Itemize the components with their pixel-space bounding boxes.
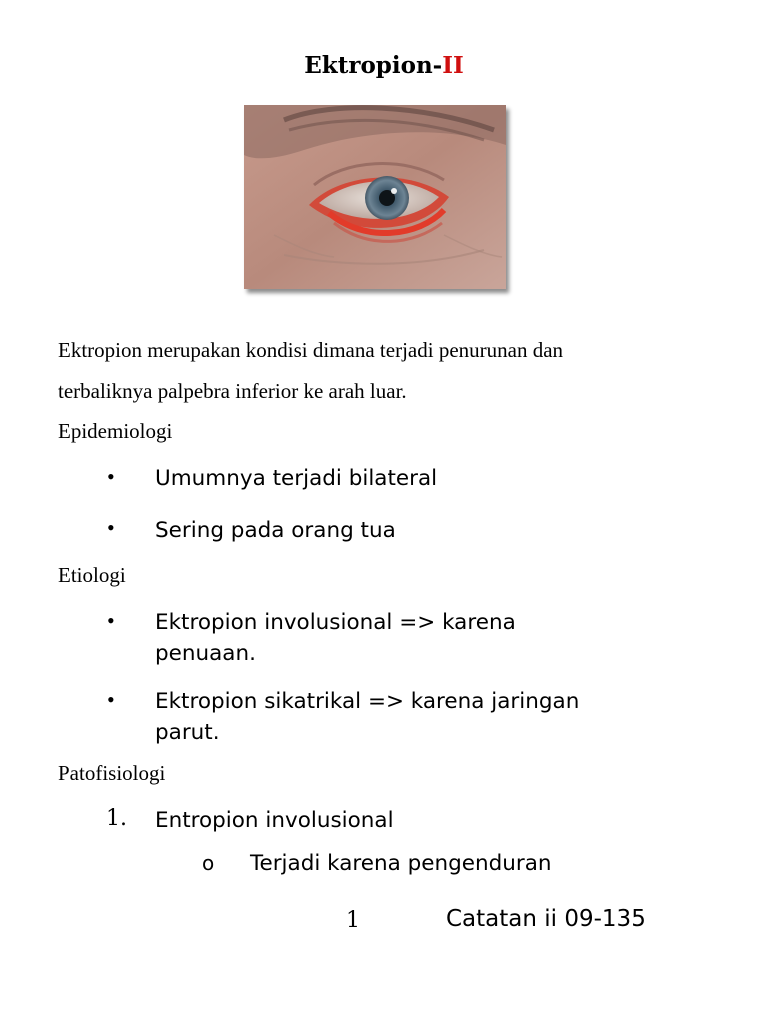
bullet-marker: • <box>107 687 115 712</box>
list-item: Umumnya terjadi bilateral <box>155 466 438 491</box>
page-number: 1 <box>346 908 360 933</box>
intro-line-2: terbaliknya palpebra inferior ke arah luar. <box>58 379 407 403</box>
list-item-line-1: Ektropion involusional => karena <box>155 610 516 635</box>
list-item <box>155 686 735 748</box>
intro-paragraph <box>58 330 718 412</box>
numbered-item-label: Entropion involusional <box>155 808 394 833</box>
bullet-marker: • <box>107 464 115 489</box>
list-item: Sering pada orang tua <box>155 518 396 543</box>
numbered-item-number: 1. <box>106 806 127 831</box>
list-item <box>155 607 735 669</box>
bullet-marker: • <box>107 515 115 540</box>
title-roman-numeral: II <box>442 52 464 79</box>
intro-line-1: Ektropion merupakan kondisi dimana terjadi penurunan dan <box>58 338 564 362</box>
footer-text: Catatan ii 09-135 <box>446 906 646 932</box>
title-main: Ektropion- <box>304 52 443 79</box>
page-title <box>0 52 768 79</box>
list-item-line-1: Ektropion sikatrikal => karena jaringan <box>155 689 580 714</box>
sub-list-item: Terjadi karena pengenduran <box>250 851 552 876</box>
eye-photo <box>244 105 506 289</box>
eye-photo-illustration <box>244 105 506 289</box>
list-item-line-2: penuaan. <box>155 641 256 666</box>
circle-marker: o <box>202 851 215 875</box>
section-heading-etiologi: Etiologi <box>58 563 126 587</box>
section-heading-patofisiologi: Patofisiologi <box>58 761 166 785</box>
list-item-line-2: parut. <box>155 720 220 745</box>
section-heading-epidemiologi: Epidemiologi <box>58 419 173 443</box>
bullet-marker: • <box>107 608 115 633</box>
